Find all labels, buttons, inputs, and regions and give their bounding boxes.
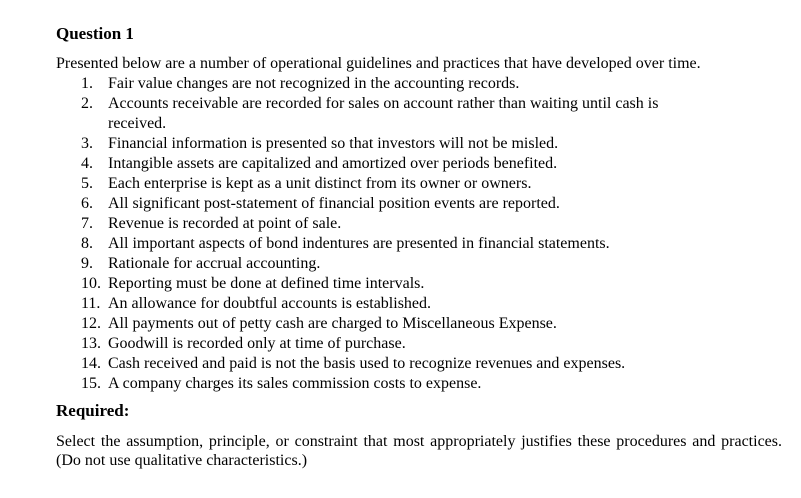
guideline-item bbox=[56, 74, 784, 94]
guideline-number: 14. bbox=[81, 355, 101, 372]
guideline-text: Goodwill is recorded only at time of purchase. bbox=[108, 335, 406, 352]
guideline-number: 8. bbox=[81, 235, 93, 252]
guideline-number: 2. bbox=[81, 95, 93, 112]
guideline-item bbox=[56, 94, 784, 134]
question-intro: Presented below are a number of operational guidelines and practices that have developed over time. bbox=[56, 55, 701, 72]
guideline-item bbox=[56, 294, 784, 314]
guideline-number: 6. bbox=[81, 195, 93, 212]
guideline-number: 7. bbox=[81, 215, 93, 232]
question-title: Question 1 bbox=[56, 24, 134, 43]
guideline-text: Reporting must be done at defined time intervals. bbox=[108, 275, 425, 292]
guideline-text: Intangible assets are capitalized and amortized over periods benefited. bbox=[108, 155, 558, 172]
guideline-item bbox=[56, 134, 784, 154]
guideline-text: Rationale for accrual accounting. bbox=[108, 255, 321, 272]
guideline-text: Fair value changes are not recognized in the accounting records. bbox=[108, 75, 520, 92]
guideline-text: All important aspects of bond indentures are presented in financial statements. bbox=[108, 235, 610, 252]
guideline-text: Each enterprise is kept as a unit distinct from its owner or owners. bbox=[108, 175, 532, 192]
guideline-number: 4. bbox=[81, 155, 93, 172]
guideline-item bbox=[56, 174, 784, 194]
guideline-item bbox=[56, 274, 784, 294]
guideline-item bbox=[56, 214, 784, 234]
guideline-text: Financial information is presented so that investors will not be misled. bbox=[108, 135, 559, 152]
guideline-text: Revenue is recorded at point of sale. bbox=[108, 215, 342, 232]
guideline-item bbox=[56, 234, 784, 254]
guideline-text: An allowance for doubtful accounts is established. bbox=[108, 295, 432, 312]
guideline-number: 13. bbox=[81, 335, 101, 352]
guideline-number: 15. bbox=[81, 375, 101, 392]
required-heading: Required: bbox=[56, 401, 130, 420]
guideline-text: A company charges its sales commission costs to expense. bbox=[108, 375, 482, 392]
guideline-number: 3. bbox=[81, 135, 93, 152]
guideline-item bbox=[56, 154, 784, 174]
guideline-number: 1. bbox=[81, 75, 93, 92]
guideline-text: All significant post-statement of financial position events are reported. bbox=[108, 195, 560, 212]
guideline-text: Cash received and paid is not the basis used to recognize revenues and expenses. bbox=[108, 355, 626, 372]
guideline-item bbox=[56, 254, 784, 274]
guideline-number: 11. bbox=[81, 295, 101, 312]
guideline-number: 5. bbox=[81, 175, 93, 192]
guideline-number: 9. bbox=[81, 255, 93, 272]
question-document bbox=[56, 24, 784, 470]
guideline-item bbox=[56, 334, 784, 354]
guideline-number: 12. bbox=[81, 315, 101, 332]
guideline-item bbox=[56, 194, 784, 214]
guideline-item bbox=[56, 374, 784, 394]
guideline-number: 10. bbox=[81, 275, 101, 292]
guideline-text: All payments out of petty cash are charged to Miscellaneous Expense. bbox=[108, 315, 557, 332]
guideline-item bbox=[56, 314, 784, 334]
guideline-item bbox=[56, 354, 784, 374]
guideline-text: Accounts receivable are recorded for sales on account rather than waiting until cash is received. bbox=[108, 95, 659, 132]
guidelines-list bbox=[56, 74, 784, 394]
required-instructions: Select the assumption, principle, or constraint that most appropriately justifies these procedures and practices. (Do not use qualitative characteristics.) bbox=[56, 433, 782, 469]
